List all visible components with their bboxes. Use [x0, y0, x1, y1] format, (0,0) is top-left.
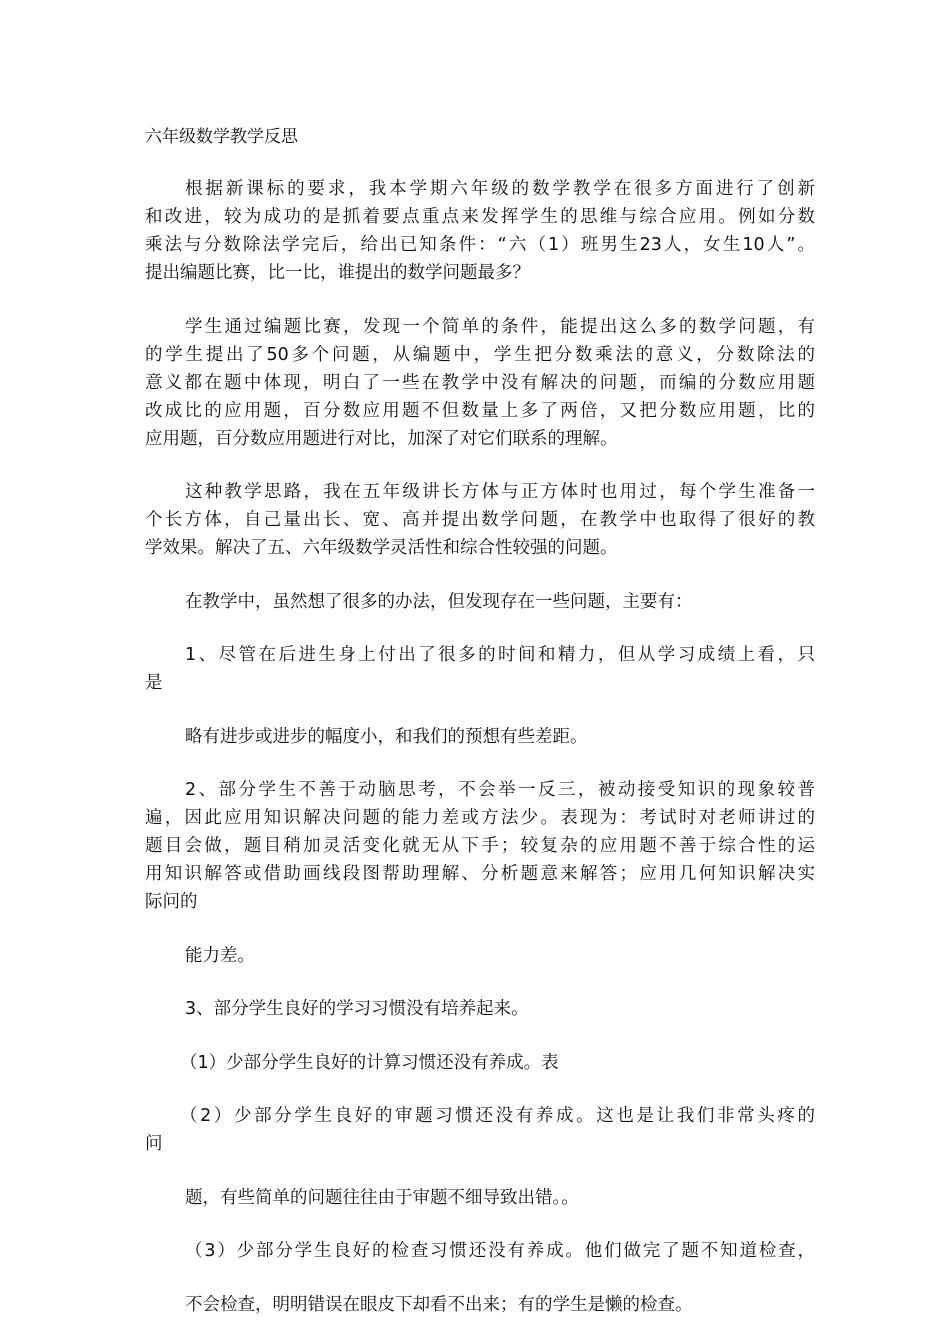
paragraph-line: 不会检查，明明错误在眼皮下却看不出来；有的学生是懒的检查。: [185, 1295, 693, 1315]
paragraph-line: 问: [145, 1134, 163, 1154]
paragraph-line: 遍，因此应用知识解决问题的能力差或方法少。表现为：考试时对老师讲过的: [145, 808, 815, 828]
paragraph-line: （1）少部分学生良好的计算习惯还没有养成。表: [180, 1053, 559, 1073]
paragraph-line: （2）少部分学生良好的审题习惯还没有养成。这也是让我们非常头疼的: [180, 1106, 815, 1126]
paragraph-line: 3、部分学生良好的学习习惯没有培养起来。: [185, 999, 529, 1019]
paragraph-line: 学效果。解决了五、六年级数学灵活性和综合性较强的问题。: [145, 538, 618, 558]
paragraph-line: 略有进步或进步的幅度小，和我们的预想有些差距。: [185, 727, 588, 747]
paragraph-line: 际问的: [145, 892, 198, 912]
paragraph-line: 的学生提出了50多个问题，从编题中，学生把分数乘法的意义，分数除法的: [145, 345, 815, 365]
paragraph-line: （3）少部分学生良好的检查习惯还没有养成。他们做完了题不知道检查，: [185, 1241, 815, 1261]
paragraph-line: 根据新课标的要求，我本学期六年级的数学教学在很多方面进行了创新: [185, 179, 815, 199]
paragraph-line: 用知识解答或借助画线段图帮助理解、分析题意来解答；应用几何知识解决实: [145, 864, 815, 884]
paragraph-line: 个长方体，自己量出长、宽、高并提出数学问题，在教学中也取得了很好的教: [145, 510, 815, 530]
paragraph-line: 意义都在题中体现，明白了一些在教学中没有解决的问题，而编的分数应用题: [145, 373, 815, 393]
paragraph-line: 应用题，百分数应用题进行对比，加深了对它们联系的理解。: [145, 429, 618, 449]
paragraph-line: 学生通过编题比赛，发现一个简单的条件，能提出这么多的数学问题，有: [185, 317, 815, 337]
paragraph-line: 在教学中，虽然想了很多的办法，但发现存在一些问题，主要有：: [185, 592, 693, 612]
paragraph-line: 能力差。: [185, 946, 255, 966]
paragraph-line: 1、尽管在后进生身上付出了很多的时间和精力，但从学习成绩上看，只: [185, 645, 815, 665]
paragraph-line: 是: [145, 673, 163, 693]
paragraph-line: 提出编题比赛，比一比，谁提出的数学问题最多？: [145, 263, 530, 283]
paragraph-line: 题目会做，题目稍加灵活变化就无从下手；较复杂的应用题不善于综合性的运: [145, 836, 815, 856]
paragraph-line: 这种教学思路，我在五年级讲长方体与正方体时也用过，每个学生准备一: [185, 482, 815, 502]
paragraph-line: 和改进，较为成功的是抓着要点重点来发挥学生的思维与综合应用。例如分数: [145, 207, 815, 227]
document-title: 六年级数学教学反思: [145, 127, 298, 147]
paragraph-line: 2、部分学生不善于动脑思考，不会举一反三，被动接受知识的现象较普: [185, 780, 815, 800]
paragraph-line: 乘法与分数除法学完后，给出已知条件：“六（1）班男生23人，女生10人”。: [145, 235, 815, 255]
paragraph-line: 改成比的应用题，百分数应用题不但数量上多了两倍，又把分数应用题，比的: [145, 401, 815, 421]
paragraph-line: 题，有些简单的问题往往由于审题不细导致出错。。: [185, 1188, 579, 1208]
